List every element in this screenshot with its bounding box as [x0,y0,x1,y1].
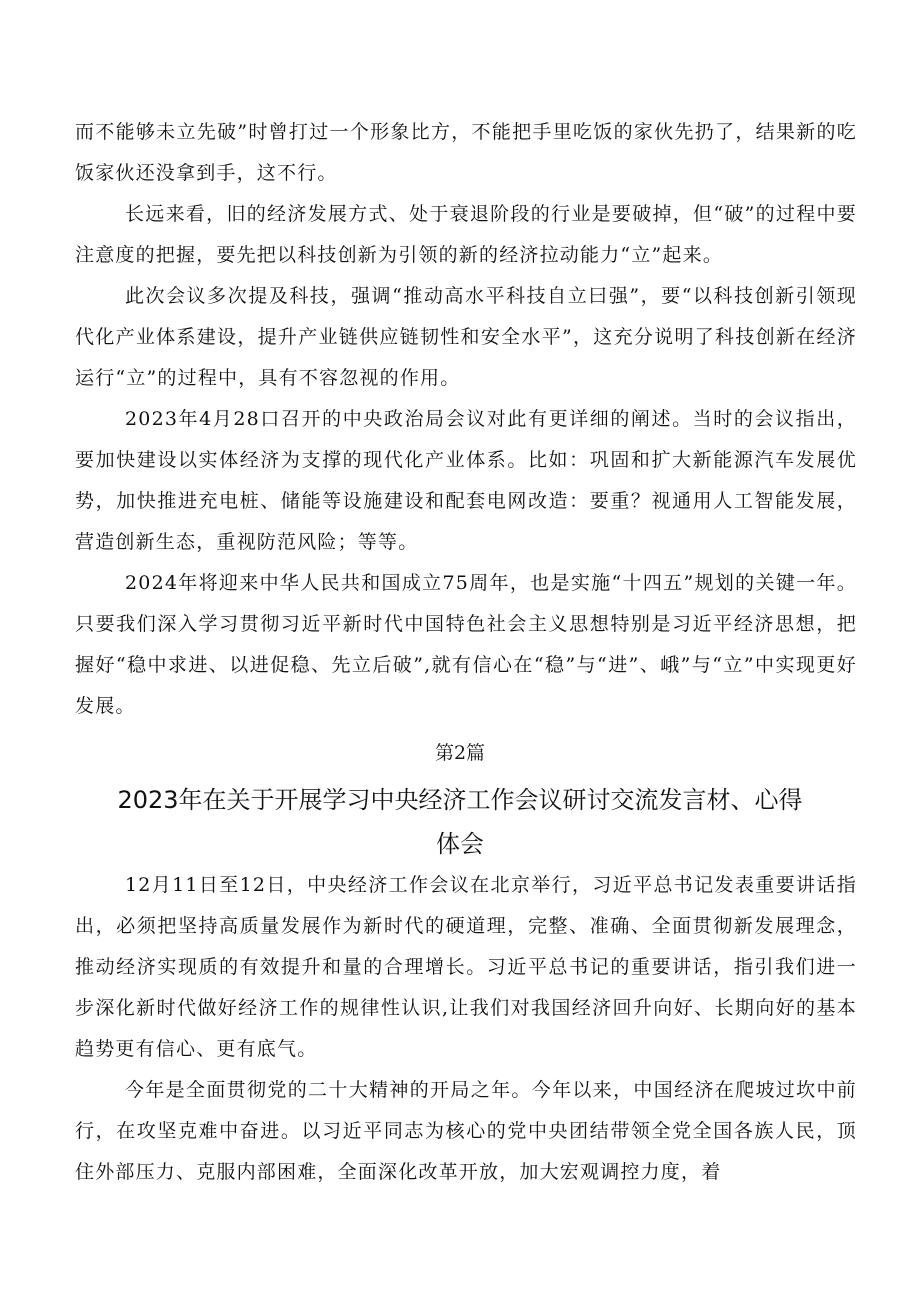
paragraph-long-term-view: 长远来看，旧的经济发展方式、处于衰退阶段的行业是要破掉，但“破”的过程中要注意度的把握，要先把以科技创新为引领的新的经济拉动能力“立”起来。 [75,203,857,266]
section-label: 第2篇 [434,742,486,764]
paragraph-technology: 此次会议多次提及科技，强调“推动高水平科技自立曰强”，要“以科技创新引领现代化产业体系建设，提升产业链供应链韧性和安全水平”，这充分说明了科技创新在经济运行“立”的过程中，具有不容忽视的作用。 [75,285,857,389]
paragraph-conference-summary: 12月11日至12日，中央经济工作会议在北京举行，习近平总书记发表重要讲话指出，必须把坚持高质量发展作为新时代的硬道理，完整、准确、全面贯彻新发展理念，推动经济实现质的有效提升和量的合理增长。习近平总书记的重要讲话，指引我们进一步深化新时代做好经济工作的规律性认识,让我们对我国经济回升向好、长期向好的基本趋势更有信心、更有底气。 [75,874,857,1060]
article-title: 2023年在关于开展学习中央经济工作会议研讨交流发言材、心得体会 [117,786,803,858]
paragraph-politburo-meeting: 2023年4月28口召开的中央政治局会议对此有更详细的阐述。当时的会议指出，要加快建设以实体经济为支撑的现代化产业体系。比如：巩固和扩大新能源汽车发展优势，加快推进充电桩、储能等设施建设和配套电网改造：要重？视通用人工智能发展，营造创新生态，重视防范风险；等等。 [75,408,857,553]
paragraph-current-year: 今年是全面贯彻党的二十大精神的开局之年。今年以来，中国经济在爬坡过坎中前行，在攻坚克难中奋进。以习近平同志为核心的党中央团结带领全党全国各族人民，顶住外部压力、克服内部困难，全面深化改革开放，加大宏观调控力度，着 [75,1079,857,1183]
paragraph-continuation: 而不能够未立先破”时曾打过一个形象比方，不能把手里吃饭的家伙先扔了，结果新的吃饭家伙还没拿到手，这不行。 [75,121,857,184]
paragraph-2024-outlook: 2024年将迎来中华人民共和国成立75周年，也是实施“十四五”规划的关键一年。只要我们深入学习贯彻习近平新时代中国特色社会主义思想特别是习近平经济思想，把握好“稳中求进、以进促稳、先立后破”,就有信心在“稳”与“进”、峨”与“立”中实现更好发展。 [75,572,857,717]
